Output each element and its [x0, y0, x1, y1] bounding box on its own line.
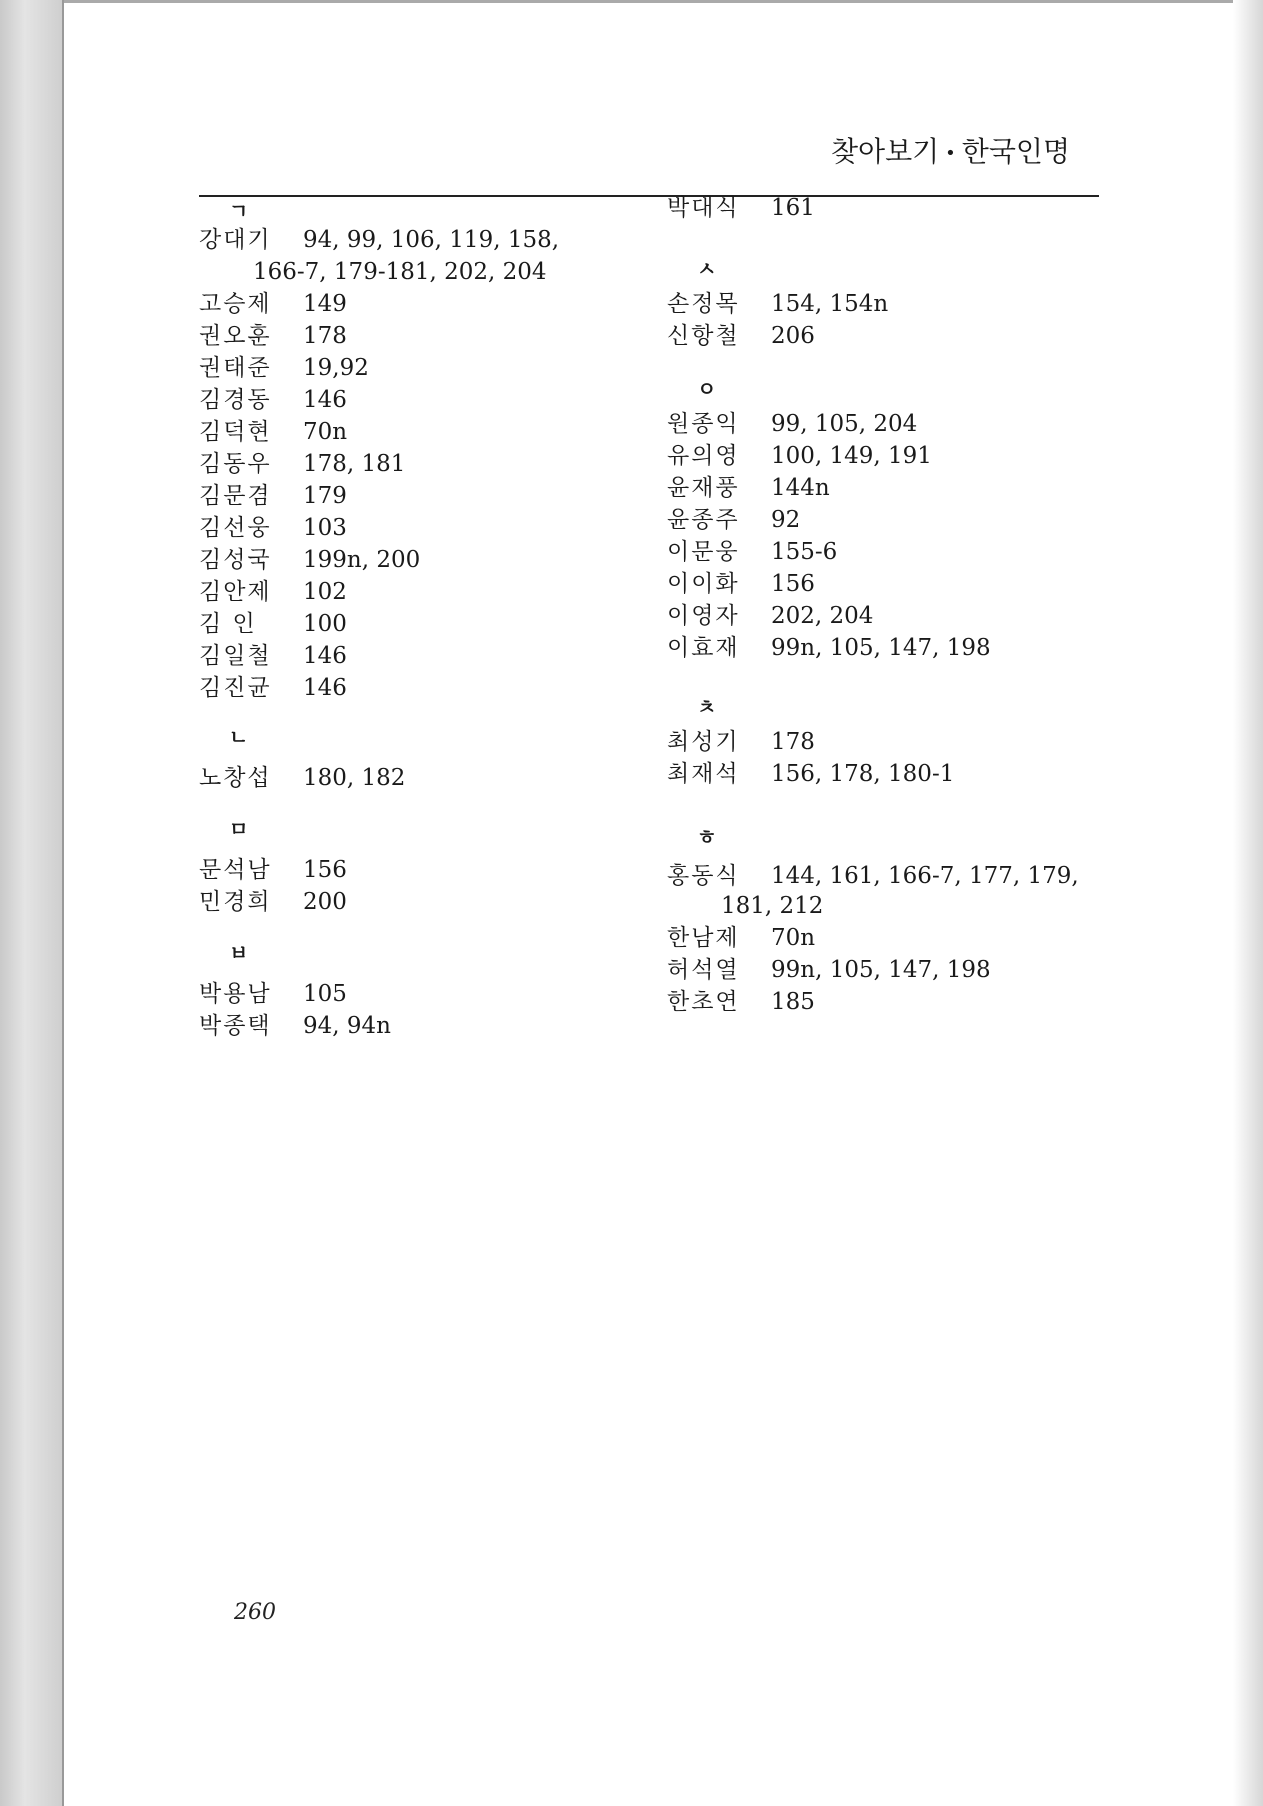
index-entry — [667, 955, 991, 985]
index-entry-name: 김성국 — [199, 547, 272, 573]
index-entry — [667, 321, 815, 351]
index-entry — [667, 861, 1079, 891]
page-number: 260 — [234, 1600, 276, 1625]
index-entry-name: 박대식 — [667, 195, 740, 221]
index-entry — [667, 409, 917, 439]
index-entry-name: 김경동 — [199, 387, 272, 413]
index-entry — [199, 289, 347, 319]
index-letter-heading: ㄴ — [229, 725, 249, 749]
index-entry — [667, 569, 815, 599]
index-entry — [199, 225, 559, 255]
index-entry — [199, 979, 347, 1009]
index-entry-name: 최재석 — [667, 761, 740, 787]
index-entry-pages: 149 — [303, 291, 347, 317]
index-letter-heading: ㅂ — [229, 941, 249, 965]
index-entry-pages: 94, 94n — [303, 1013, 391, 1039]
running-head-title: 찾아보기 — [830, 135, 940, 168]
index-entry-pages: 161 — [771, 195, 815, 221]
index-entry-continuation — [667, 891, 823, 921]
index-entry-continuation — [199, 257, 547, 287]
index-entry-pages: 146 — [303, 643, 347, 669]
index-entry-name: 강대기 — [199, 227, 272, 253]
index-entry-name: 고승제 — [199, 291, 272, 317]
index-entry-pages: 105 — [303, 981, 347, 1007]
index-entry-name: 권오훈 — [199, 323, 272, 349]
index-entry — [667, 537, 837, 567]
running-head — [831, 130, 1070, 170]
index-entry-pages: 94, 99, 106, 119, 158, — [303, 227, 560, 253]
index-entry-name: 원종익 — [667, 411, 740, 437]
index-entry — [199, 417, 347, 447]
index-entry-name: 이효재 — [667, 635, 740, 661]
index-entry-name: 손정목 — [667, 291, 740, 317]
index-letter-heading: ㄱ — [229, 199, 249, 223]
index-entry-pages: 146 — [303, 387, 347, 413]
index-entry-name: 김안제 — [199, 579, 272, 605]
index-entry-pages: 179 — [303, 483, 347, 509]
index-entry-name: 권태준 — [199, 355, 272, 381]
index-entry — [199, 855, 347, 885]
index-entry — [667, 987, 815, 1017]
book-right-edge — [1233, 0, 1263, 1806]
index-entry-pages: 178, 181 — [303, 451, 406, 477]
index-entry-pages: 199n, 200 — [303, 547, 421, 573]
index-entry-pages: 19,92 — [303, 355, 369, 381]
index-entry-pages: 154, 154n — [771, 291, 889, 317]
index-entry-pages: 156 — [771, 571, 815, 597]
index-entry — [199, 321, 347, 351]
index-entry — [199, 513, 347, 543]
index-entry — [667, 505, 800, 535]
index-letter-heading: ㅇ — [697, 377, 717, 401]
index-entry-pages: 185 — [771, 989, 815, 1015]
index-entry — [667, 727, 815, 757]
index-entry-pages: 146 — [303, 675, 347, 701]
index-entry — [199, 353, 369, 383]
index-entry-pages: 156 — [303, 857, 347, 883]
index-entry-name: 이문웅 — [667, 539, 740, 565]
index-entry-pages: 102 — [303, 579, 347, 605]
index-entry-pages: 99, 105, 204 — [771, 411, 918, 437]
index-entry — [199, 481, 347, 511]
index-entry-pages: 200 — [303, 889, 347, 915]
index-entry — [667, 923, 815, 953]
index-entry-pages: 181, 212 — [721, 893, 824, 919]
index-entry-name: 김일철 — [199, 643, 272, 669]
index-entry — [667, 633, 991, 663]
index-entry-name: 민경희 — [199, 889, 272, 915]
index-entry — [667, 601, 873, 631]
index-entry — [199, 673, 347, 703]
index-entry — [199, 763, 405, 793]
index-entry-pages: 155-6 — [771, 539, 838, 565]
index-entry-name: 김선웅 — [199, 515, 272, 541]
index-entry-pages: 178 — [771, 729, 815, 755]
index-entry — [199, 577, 347, 607]
index-entry-pages: 70n — [303, 419, 348, 445]
index-letter-heading: ㅅ — [697, 257, 717, 281]
index-entry-pages: 100 — [303, 611, 347, 637]
index-entry — [667, 289, 888, 319]
index-entry — [667, 759, 954, 789]
index-entry-name: 김문겸 — [199, 483, 272, 509]
index-entry-pages: 180, 182 — [303, 765, 406, 791]
running-head-section: 한국인명 — [961, 135, 1070, 168]
index-entry-name: 이이화 — [667, 571, 740, 597]
index-entry-name: 한초연 — [667, 989, 740, 1015]
index-entry — [667, 193, 815, 223]
index-entry-name: 박용남 — [199, 981, 272, 1007]
index-entry — [199, 641, 347, 671]
index-entry-pages: 156, 178, 180-1 — [771, 761, 955, 787]
index-entry-name: 이영자 — [667, 603, 740, 629]
index-entry-name: 최성기 — [667, 729, 740, 755]
index-entry — [199, 545, 420, 575]
index-entry-name: 신항철 — [667, 323, 740, 349]
index-entry-name: 김진균 — [199, 675, 272, 701]
index-entry-name: 문석남 — [199, 857, 272, 883]
index-letter-heading: ㅎ — [697, 825, 717, 849]
index-entry-name: 허석열 — [667, 957, 740, 983]
index-entry-name: 김덕현 — [199, 419, 272, 445]
index-entry — [199, 385, 347, 415]
index-entry — [199, 1011, 391, 1041]
index-entry-pages: 202, 204 — [771, 603, 874, 629]
index-entry-name: 김 인 — [199, 611, 257, 637]
index-entry-pages: 144, 161, 166-7, 177, 179, — [771, 863, 1079, 889]
header-rule — [199, 195, 1099, 197]
index-entry-name: 한남제 — [667, 925, 740, 951]
index-entry-pages: 99n, 105, 147, 198 — [771, 635, 991, 661]
index-entry-pages: 70n — [771, 925, 816, 951]
index-entry-pages: 92 — [771, 507, 801, 533]
index-letter-heading: ㅊ — [697, 695, 717, 719]
index-entry-pages: 144n — [771, 475, 830, 501]
index-entry-name: 윤종주 — [667, 507, 740, 533]
index-entry-pages: 166-7, 179-181, 202, 204 — [253, 259, 547, 285]
index-entry — [199, 887, 347, 917]
index-entry-pages: 178 — [303, 323, 347, 349]
index-entry-name: 윤재풍 — [667, 475, 740, 501]
index-entry — [667, 473, 830, 503]
index-entry-pages: 99n, 105, 147, 198 — [771, 957, 991, 983]
running-head-separator: • — [945, 142, 956, 164]
index-entry — [199, 609, 347, 639]
index-entry-name: 박종택 — [199, 1013, 272, 1039]
index-entry-name: 김동우 — [199, 451, 272, 477]
index-entry-pages: 206 — [771, 323, 815, 349]
index-entry-name: 홍동식 — [667, 863, 740, 889]
index-entry-pages: 103 — [303, 515, 347, 541]
index-page — [64, 3, 1233, 1803]
index-letter-heading: ㅁ — [229, 817, 249, 841]
book-spine — [0, 0, 62, 1806]
index-entry-name: 노창섭 — [199, 765, 272, 791]
index-entry — [199, 449, 405, 479]
index-entry — [667, 441, 932, 471]
index-entry-pages: 100, 149, 191 — [771, 443, 932, 469]
index-entry-name: 유의영 — [667, 443, 740, 469]
